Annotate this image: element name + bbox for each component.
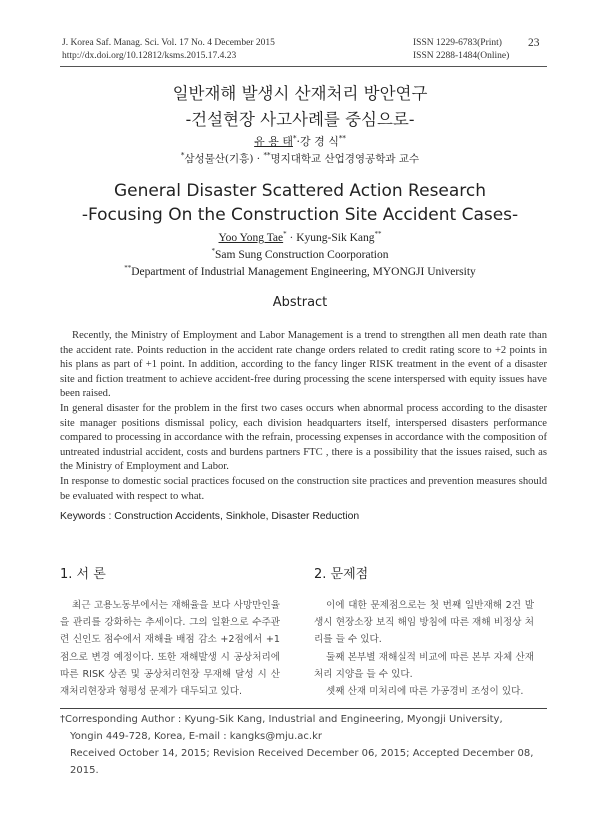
doi-link[interactable]: http://dx.doi.org/10.12812/ksms.2015.17.4.23 <box>62 51 237 61</box>
english-author-1: Yoo Yong Tae <box>218 231 284 244</box>
korean-author-2-mark: ** <box>338 134 346 143</box>
korean-authors <box>40 133 560 149</box>
english-aff-2: Department of Industrial Management Engineering, MYONGJI University <box>131 265 476 278</box>
english-author-separator: · <box>286 231 297 244</box>
korean-author-2: 강 경 식 <box>300 135 339 148</box>
received-dates: Received October 14, 2015; Revision Received December 06, 2015; Accepted December 08, 2015. <box>70 748 534 776</box>
english-authors <box>40 230 560 244</box>
section-1-paragraph: 최근 고용노동부에서는 재해율을 보다 사망만인율을 관리를 강화하는 추세이다. 그의 일환으로 수주관련 신인도 점수에서 재해율 배점 감소 +2점에서 +1점으로 변경 예정이다. 또한 재해발생 시 공상처리에 따른 RISK 상존 및 공상처리현장 무재해 달성 시 산재처리현장과 형평성 문제가 대두되고 있다. <box>60 600 280 698</box>
korean-aff-1: 삼성물산(기흥) <box>184 153 254 165</box>
korean-aff-2: 명지대학교 산업경영공학과 교수 <box>270 153 420 165</box>
english-title-line2: -Focusing On the Construction Site Accident Cases- <box>81 205 519 225</box>
abstract-body <box>60 329 547 504</box>
keywords-separator: : <box>105 511 115 522</box>
abstract-paragraph-3: In response to domestic social practices focused on the construction site practices and prevention measures should be evaluated with respect to what. <box>60 475 547 502</box>
abstract-heading: Abstract <box>272 295 328 310</box>
corresponding-author: †Corresponding Author : Kyung-Sik Kang, Industrial and Engineering, Myongji University, <box>60 714 503 725</box>
section-2-paragraph-1: 이에 대한 문제점으로는 첫 번째 일반재해 2건 발생시 현장소장 보직 해임 방침에 따른 재해 비정상 처리를 들 수 있다. <box>314 600 534 646</box>
korean-aff-1-mark: * <box>180 151 185 160</box>
issn-print: ISSN 1229-6783(Print) <box>413 38 502 48</box>
section-2-paragraph-3: 셋째 산재 미처리에 따른 가공경비 조성이 있다. <box>326 686 524 698</box>
journal-header <box>62 37 275 63</box>
english-affiliation-2 <box>40 264 560 278</box>
section-2-heading: 2. 문제점 <box>314 567 369 582</box>
author-address: Yongin 449-728, Korea, E-mail : kangks@mju.ac.kr <box>70 731 322 742</box>
section-1-heading: 1. 서 론 <box>60 567 106 582</box>
abstract-paragraph-1: Recently, the Ministry of Employment and Labor Management is a trend to strengthen all men death rate than the accident rate. Points reduction in the accident rate change orders related to credit rating score to +2 points in his plans as part of +1 point. In addition, according to the fancy linger RISK treatment in the event of a disaster site and fiction treatment to achieve accident-free during processing the scene interspersed with equity issues have been raised. <box>60 330 547 400</box>
journal-citation: J. Korea Saf. Manag. Sci. Vol. 17 No. 4 December 2015 <box>62 38 275 48</box>
korean-aff-separator: · <box>253 153 264 165</box>
section-2-body <box>314 597 534 700</box>
section-1-body <box>60 597 280 700</box>
korean-author-separator: · <box>296 135 300 148</box>
issn-online: ISSN 2288-1484(Online) <box>413 51 510 61</box>
footnote <box>60 711 547 779</box>
english-aff-2-mark: ** <box>124 264 132 272</box>
korean-author-1: 유 용 태 <box>254 135 293 148</box>
english-author-1-mark: * <box>283 230 287 238</box>
english-aff-1-mark: * <box>211 247 216 255</box>
korean-title-line2: -건설현장 사고사례를 중심으로- <box>185 110 415 129</box>
korean-affiliations <box>40 151 560 166</box>
keywords-list: Construction Accidents, Sinkhole, Disaster Reduction <box>114 511 360 522</box>
korean-author-1-mark: * <box>293 134 297 143</box>
page-number: 23 <box>528 37 540 49</box>
english-affiliation-1 <box>40 247 560 261</box>
section-2-paragraph-2: 둘째 본부별 재해실적 비교에 따른 본부 자체 산재처리 지양을 들 수 있다. <box>314 651 534 680</box>
issn-block <box>413 37 509 63</box>
english-title-line1: General Disaster Scattered Action Research <box>113 181 487 201</box>
abstract-paragraph-2: In general disaster for the problem in the first two cases occurs when abnormal process according to the disaster site manager positions dismissal policy, each division headquarters itself, interspersed disasters performance compared to processing in accordance with the refrain, processing expenses in accordance with the composition of untreated industrial accident, costs and burdens partners FTC , there is a possibility that the issues raised, such as the Ministry of Employment and Labor. <box>60 402 547 473</box>
footnote-rule <box>60 708 547 709</box>
english-author-2: Kyung-Sik Kang <box>296 231 375 244</box>
keywords-label: Keywords <box>60 511 106 522</box>
english-author-2-mark: ** <box>374 230 382 238</box>
korean-aff-2-mark: ** <box>263 151 271 160</box>
korean-title-line1: 일반재해 발생시 산재처리 방안연구 <box>172 84 428 103</box>
header-rule <box>60 66 547 67</box>
keywords-line <box>60 511 359 522</box>
english-aff-1: Sam Sung Construction Coorporation <box>215 248 389 261</box>
